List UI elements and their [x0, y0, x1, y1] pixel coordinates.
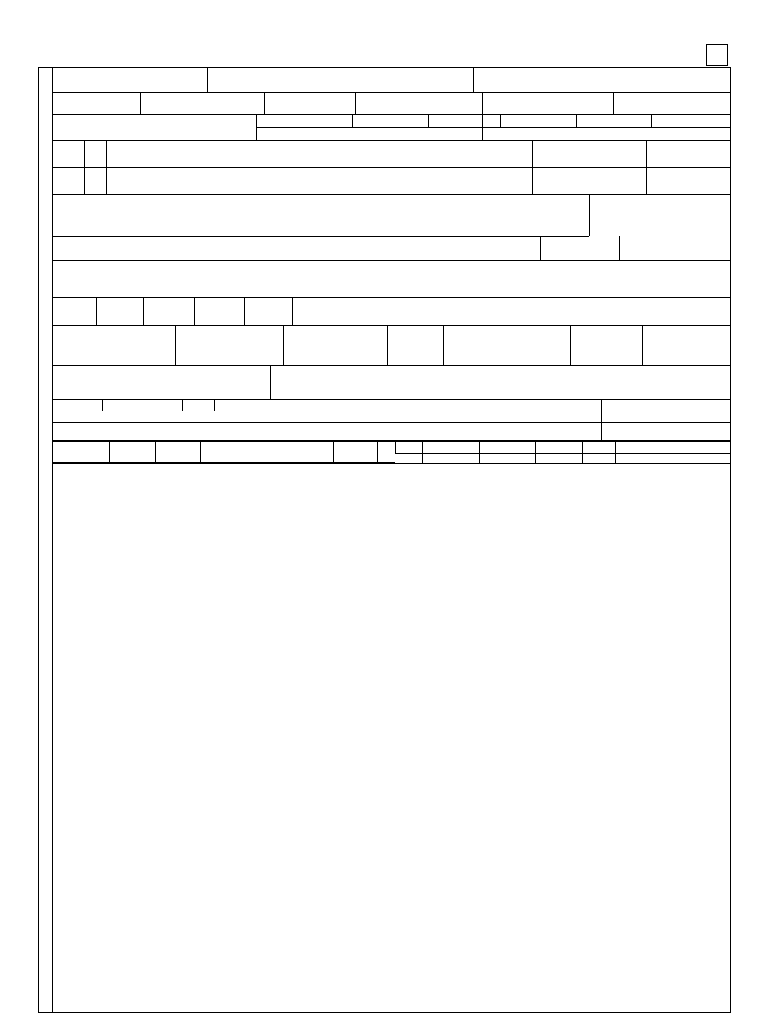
- form-frame: [38, 67, 731, 1013]
- juvenile-checkbox[interactable]: [706, 44, 728, 66]
